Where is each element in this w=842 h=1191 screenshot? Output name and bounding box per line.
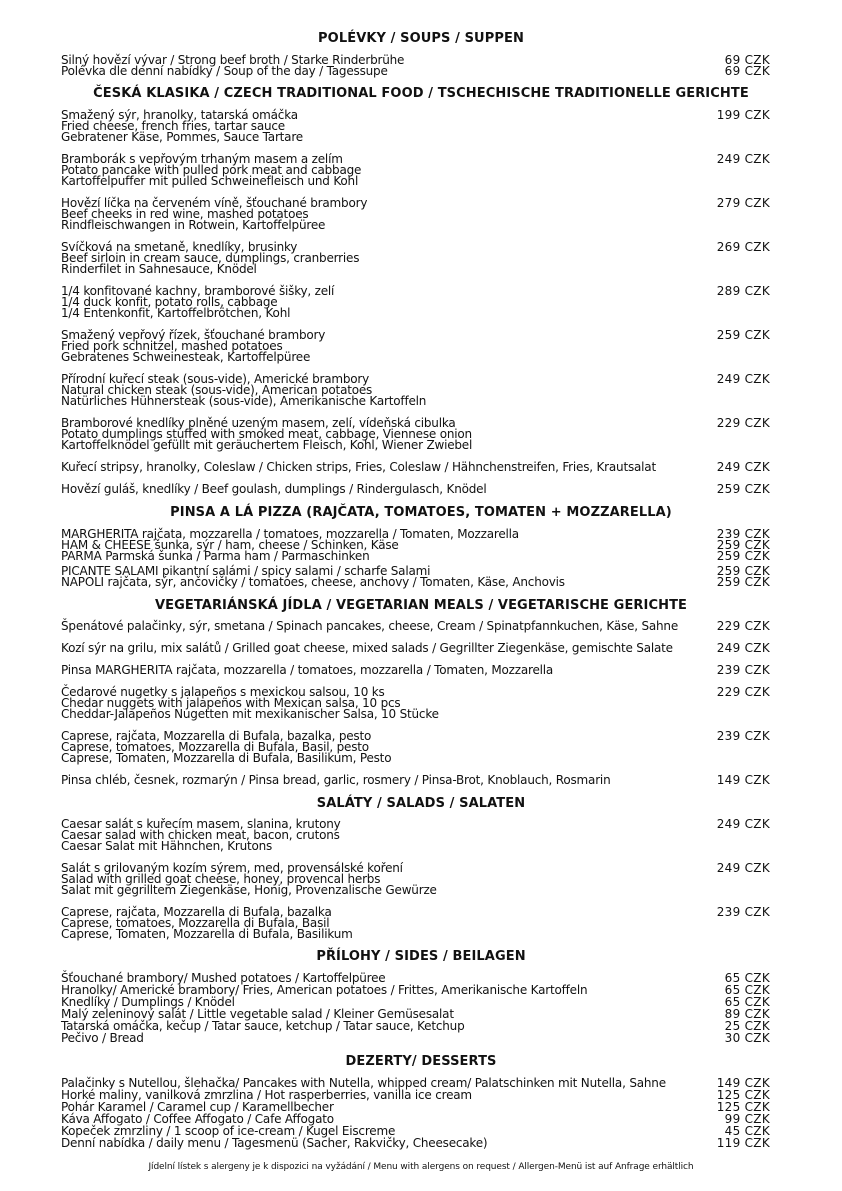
- menu-item-price: 249 CZK: [716, 460, 770, 474]
- menu-item-translation: Beef sirloin in cream sauce, dumplings, cranberries: [61, 250, 360, 265]
- menu-item-price: 69 CZK: [724, 53, 770, 67]
- menu-item-price: 239 CZK: [716, 905, 770, 919]
- menu-item-name: Kuřecí stripsy, hranolky, Coleslaw / Chicken strips, Fries, Coleslaw / Hähnchenstreifen, Fries, Krautsalat: [61, 460, 656, 474]
- menu-item-translation: 1/4 duck konfit, potato rolls, cabbage: [61, 294, 278, 309]
- menu-item-price: 289 CZK: [716, 284, 770, 298]
- menu-item-price: 99 CZK: [724, 1112, 770, 1126]
- section-title: SALÁTY / SALADS / SALATEN: [316, 796, 526, 811]
- menu-item-price: 259 CZK: [716, 564, 770, 578]
- menu-item-name: Caprese, rajčata, Mozzarella di Bufala, bazalka: [61, 905, 332, 919]
- menu-item-name: Caprese, rajčata, Mozzarella di Bufala, bazalka, pesto: [61, 729, 372, 743]
- menu-item-price: 229 CZK: [716, 619, 770, 633]
- menu-item-name: Malý zeleninový salát / Little vegetable salad / Kleiner Gemüsesalat: [61, 1007, 454, 1021]
- menu-item-name: Pohár Karamel / Caramel cup / Karamellbecher: [61, 1100, 334, 1114]
- menu-item-name: Tatarská omáčka, kečup / Tatar sauce, ketchup / Tatar sauce, Ketchup: [61, 1019, 465, 1033]
- menu-item-price: 279 CZK: [716, 196, 770, 210]
- menu-item-translation: Chedar nuggets with jalapeños with Mexican salsa, 10 pcs: [61, 695, 401, 710]
- menu-item-translation: Natural chicken steak (sous-vide), American potatoes: [61, 382, 373, 397]
- menu-item-price: 199 CZK: [716, 108, 770, 122]
- menu-item-name: Přírodní kuřecí steak (sous-vide), Americké brambory: [61, 372, 370, 386]
- menu-item-translation: Kartoffelpuffer mit pulled Schweinefleisch und Kohl: [61, 173, 359, 188]
- menu-item-name: Kopeček zmrzliny / 1 scoop of ice-cream / Kugel Eiscreme: [61, 1124, 396, 1138]
- menu-item-translation: Caesar Salat mit Hähnchen, Krutons: [61, 838, 273, 853]
- menu-item-price: 239 CZK: [716, 527, 770, 541]
- menu-item-name: Knedlíky / Dumplings / Knödel: [61, 995, 235, 1009]
- menu-item-price: 269 CZK: [716, 240, 770, 254]
- menu-item-price: 249 CZK: [716, 641, 770, 655]
- menu-item-price: 239 CZK: [716, 729, 770, 743]
- menu-item-translation: Caprese, Tomaten, Mozzarella di Bufala, Basilikum, Pesto: [61, 750, 392, 765]
- menu-item-price: 65 CZK: [724, 971, 770, 985]
- menu-item-name: Káva Affogato / Coffee Affogato / Cafe Affogato: [61, 1112, 334, 1126]
- menu-item-price: 249 CZK: [716, 152, 770, 166]
- menu-item-name: Caesar salát s kuřecím masem, slanina, krutony: [61, 817, 341, 831]
- menu-item-translation: Natürliches Hühnersteak (sous-vide), Amerikanische Kartoffeln: [61, 393, 427, 408]
- menu-item-translation: Rinderfilet in Sahnesauce, Knödel: [61, 261, 257, 276]
- menu-item-translation: Beef cheeks in red wine, mashed potatoes: [61, 206, 309, 221]
- menu-item-price: 149 CZK: [716, 773, 770, 787]
- section-title: POLÉVKY / SOUPS / SUPPEN: [318, 31, 524, 46]
- menu-item-name: Hovězí guláš, knedlíky / Beef goulash, dumplings / Rindergulasch, Knödel: [61, 482, 487, 496]
- menu-item-price: 30 CZK: [724, 1031, 770, 1045]
- menu-item-name: Svíčková na smetaně, knedlíky, brusinky: [61, 240, 298, 254]
- menu-item-name: 1/4 konfitované kachny, bramborové šišky, zelí: [61, 284, 335, 298]
- menu-item-translation: Caprese, tomatoes, Mozzarella di Bufala, Basil: [61, 915, 330, 930]
- menu-item-translation: Gebratenes Schweinesteak, Kartoffelpüree: [61, 349, 311, 364]
- menu-item-translation: Rindfleischwangen in Rotwein, Kartoffelpüree: [61, 217, 326, 232]
- menu-item-translation: Cheddar-Jalapeños Nugetten mit mexikanischer Salsa, 10 Stücke: [61, 706, 439, 721]
- menu-item-price: 89 CZK: [724, 1007, 770, 1021]
- menu-item-translation: Kartoffelknödel gefüllt mit geräuchertem Fleisch, Kohl, Wiener Zwiebel: [61, 437, 473, 452]
- menu-item-price: 249 CZK: [716, 372, 770, 386]
- menu-item-name: PARMA Parmská šunka / Parma ham / Parmaschinken: [61, 549, 370, 563]
- menu-item-price: 259 CZK: [716, 549, 770, 563]
- section-title: PINSA A LÁ PIZZA (RAJČATA, TOMATOES, TOMATEN + MOZZARELLA): [170, 505, 672, 520]
- menu-item-price: 259 CZK: [716, 575, 770, 589]
- menu-item-price: 25 CZK: [724, 1019, 770, 1033]
- menu-item-name: Salát s grilovaným kozím sýrem, med, provensálské koření: [61, 861, 403, 875]
- menu-item-name: HAM & CHEESE šunka, sýr / ham, cheese / Schinken, Käse: [61, 538, 399, 552]
- menu-item-translation: Caprese, Tomaten, Mozzarella di Bufala, Basilikum: [61, 926, 353, 941]
- menu-item-name: Hovězí líčka na červeném víně, šťouchané brambory: [61, 196, 368, 210]
- menu-item-name: Pečivo / Bread: [61, 1031, 144, 1045]
- menu-item-name: NAPOLI rajčata, sýr, ančovičky / tomatoes, cheese, anchovy / Tomaten, Käse, Anchovis: [61, 575, 565, 589]
- menu-item-name: Čedarové nugetky s jalapeños s mexickou salsou, 10 ks: [61, 685, 385, 699]
- menu-item-name: Polévka dle denní nabídky / Soup of the day / Tagessupe: [61, 64, 388, 78]
- menu-item-name: Pinsa chléb, česnek, rozmarýn / Pinsa bread, garlic, rosmery / Pinsa-Brot, Knoblauch, Rosmarin: [61, 773, 611, 787]
- menu-item-price: 69 CZK: [724, 64, 770, 78]
- section-title: PŘÍLOHY / SIDES / BEILAGEN: [316, 949, 526, 964]
- menu-item-price: 149 CZK: [716, 1076, 770, 1090]
- menu-item-price: 119 CZK: [716, 1136, 770, 1150]
- menu-item-translation: Potato pancake with pulled pork meat and cabbage: [61, 162, 362, 177]
- menu-item-name: Horké maliny, vanilková zmrzlina / Hot rasperberries, vanilla ice cream: [61, 1088, 472, 1102]
- menu-item-translation: 1/4 Entenkonfit, Kartoffelbrötchen, Kohl: [61, 305, 291, 320]
- menu-item-name: Bramborové knedlíky plněné uzeným masem, zelí, vídeňská cibulka: [61, 416, 456, 430]
- menu-item-translation: Fried pork schnitzel, mashed potatoes: [61, 338, 283, 353]
- menu-item-price: 259 CZK: [716, 482, 770, 496]
- menu-item-price: 249 CZK: [716, 817, 770, 831]
- menu-item-name: Bramborák s vepřovým trhaným masem a zelím: [61, 152, 343, 166]
- menu-item-translation: Potato dumplings stuffed with smoked meat, cabbage, Viennese onion: [61, 426, 472, 441]
- menu-item-name: PICANTE SALAMI pikantní salámi / spicy salami / scharfe Salami: [61, 564, 431, 578]
- menu-item-price: 249 CZK: [716, 861, 770, 875]
- menu-item-name: Smažený sýr, hranolky, tatarská omáčka: [61, 108, 298, 122]
- menu-item-translation: Caesar salad with chicken meat, bacon, crutons: [61, 827, 340, 842]
- menu-item-price: 239 CZK: [716, 663, 770, 677]
- menu-item-name: Špenátové palačinky, sýr, smetana / Spinach pancakes, cheese, Cream / Spinatpfannkuchen, Käse, Sahne: [61, 619, 679, 633]
- menu-item-name: Šťouchané brambory/ Mushed potatoes / Kartoffelpüree: [61, 971, 386, 985]
- menu-item-price: 65 CZK: [724, 983, 770, 997]
- section-title: DEZERTY/ DESSERTS: [345, 1054, 497, 1069]
- menu-item-name: Silný hovězí vývar / Strong beef broth / Starke Rinderbrühe: [61, 53, 405, 67]
- menu-item-translation: Salad with grilled goat cheese, honey, provencal herbs: [61, 871, 381, 886]
- menu-item-name: Kozí sýr na grilu, mix salátů / Grilled goat cheese, mixed salads / Gegrillter Ziegenkäse, gemischte Salate: [61, 641, 673, 655]
- menu-item-translation: Salat mit gegrilltem Ziegenkäse, Honig, Provenzalische Gewürze: [61, 882, 437, 897]
- menu-item-name: Palačinky s Nutellou, šlehačka/ Pancakes with Nutella, whipped cream/ Palatschinken mit Nutella, Sahne: [61, 1076, 666, 1090]
- menu-item-name: Smažený vepřový řízek, šťouchané brambory: [61, 328, 326, 342]
- menu-item-name: MARGHERITA rajčata, mozzarella / tomatoes, mozzarella / Tomaten, Mozzarella: [61, 527, 519, 541]
- menu-item-name: Pinsa MARGHERITA rajčata, mozzarella / tomatoes, mozzarella / Tomaten, Mozzarella: [61, 663, 554, 677]
- menu-item-price: 125 CZK: [716, 1088, 770, 1102]
- menu-item-price: 229 CZK: [716, 416, 770, 430]
- section-title: VEGETARIÁNSKÁ JÍDLA / VEGETARIAN MEALS / VEGETARISCHE GERICHTE: [154, 598, 688, 613]
- menu-item-name: Denní nabídka / daily menu / Tagesmenü (Sacher, Rakvičky, Cheesecake): [61, 1136, 488, 1150]
- menu-item-translation: Caprese, tomatoes, Mozzarella di Bufala, Basil, pesto: [61, 739, 369, 754]
- menu-item-price: 229 CZK: [716, 685, 770, 699]
- menu-item-price: 125 CZK: [716, 1100, 770, 1114]
- menu-item-translation: Gebratener Käse, Pommes, Sauce Tartare: [61, 129, 303, 144]
- allergen-footer-note: Jídelní lístek s alergeny je k dispozici na vyžádání / Menu with alergens on request / Allergen-Menü ist auf Anfrage erhältlich: [148, 1162, 694, 1172]
- menu-item-price: 65 CZK: [724, 995, 770, 1009]
- menu-item-price: 45 CZK: [724, 1124, 770, 1138]
- section-title: ČESKÁ KLASIKA / CZECH TRADITIONAL FOOD / TSCHECHISCHE TRADITIONELLE GERICHTE: [93, 86, 749, 101]
- menu-item-price: 259 CZK: [716, 538, 770, 552]
- menu-item-name: Hranolky/ Americké brambory/ Fries, American potatoes / Frittes, Amerikanische Kartoffeln: [61, 983, 588, 997]
- menu-item-price: 259 CZK: [716, 328, 770, 342]
- menu-item-translation: Fried cheese, french fries, tartar sauce: [61, 118, 285, 133]
